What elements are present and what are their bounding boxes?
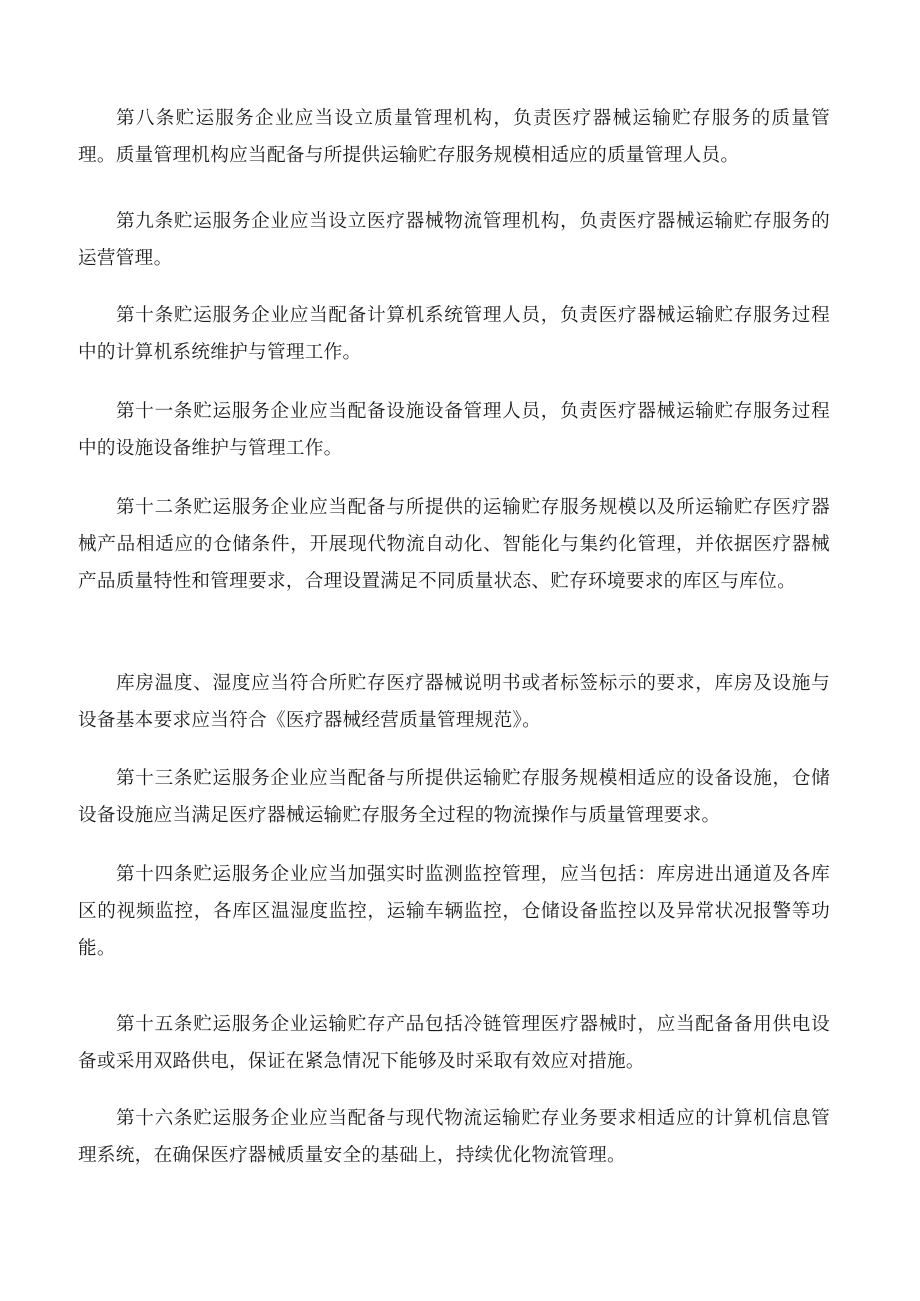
- paragraph-article-10: 第十条贮运服务企业应当配备计算机系统管理人员，负责医疗器械运输贮存服务过程中的计算机系统维护与管理工作。: [78, 305, 830, 363]
- paragraph-article-15: 第十五条贮运服务企业运输贮存产品包括冷链管理医疗器械时，应当配备备用供电设备或采用双路供电，保证在紧急情况下能够及时采取有效应对措施。: [78, 1014, 830, 1072]
- paragraph-article-13: 第十三条贮运服务企业应当配备与所提供运输贮存服务规模相适应的设备设施，仓储设备设施应当满足医疗器械运输贮存服务全过程的物流操作与质量管理要求。: [78, 768, 830, 826]
- paragraph-article-14: 第十四条贮运服务企业应当加强实时监测监控管理，应当包括：库房进出通道及各库区的视频监控，各库区温湿度监控，运输车辆监控，仓储设备监控以及异常状况报警等功能。: [78, 864, 830, 959]
- paragraph-article-9: 第九条贮运服务企业应当设立医疗器械物流管理机构，负责医疗器械运输贮存服务的运营管理。: [78, 211, 830, 269]
- paragraph-article-8: 第八条贮运服务企业应当设立质量管理机构，负责医疗器械运输贮存服务的质量管理。质量管理机构应当配备与所提供运输贮存服务规模相适应的质量管理人员。: [78, 108, 830, 166]
- paragraph-warehouse-requirements: 库房温度、湿度应当符合所贮存医疗器械说明书或者标签标示的要求，库房及设施与设备基本要求应当符合《医疗器械经营质量管理规范》。: [78, 673, 830, 731]
- paragraph-article-12: 第十二条贮运服务企业应当配备与所提供的运输贮存服务规模以及所运输贮存医疗器械产品相适应的仓储条件，开展现代物流自动化、智能化与集约化管理，并依据医疗器械产品质量特性和管理要求，合理设置满足不同质量状态、贮存环境要求的库区与库位。: [78, 497, 830, 592]
- paragraph-article-16: 第十六条贮运服务企业应当配备与现代物流运输贮存业务要求相适应的计算机信息管理系统，在确保医疗器械质量安全的基础上，持续优化物流管理。: [78, 1108, 830, 1166]
- paragraph-article-11: 第十一条贮运服务企业应当配备设施设备管理人员，负责医疗器械运输贮存服务过程中的设施设备维护与管理工作。: [78, 401, 830, 459]
